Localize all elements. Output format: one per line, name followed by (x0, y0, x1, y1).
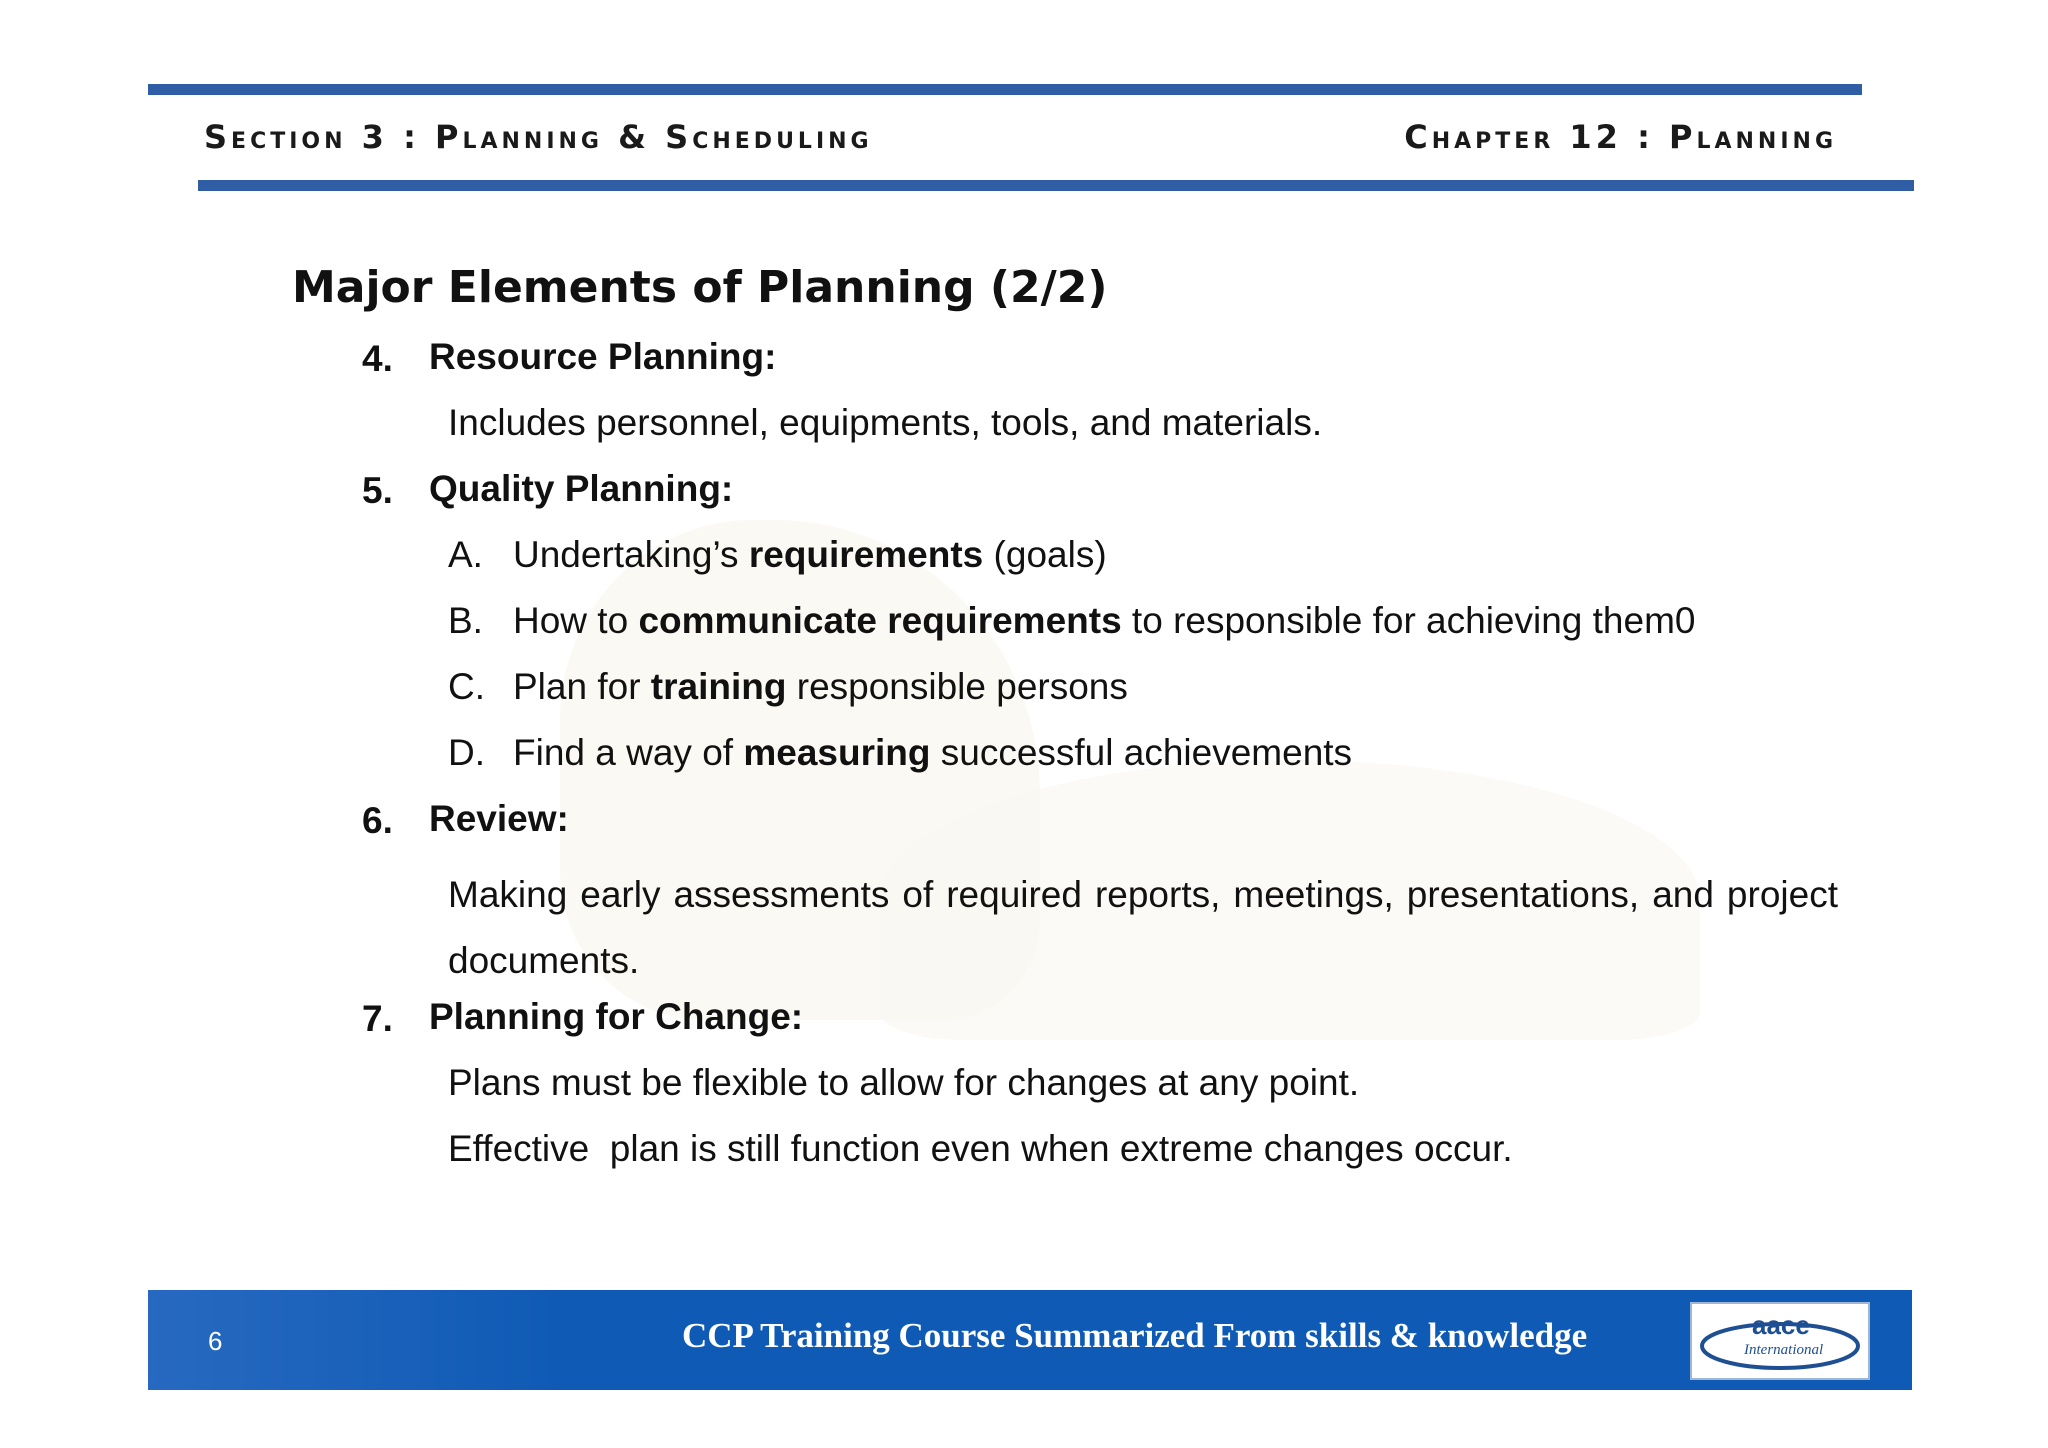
footer-caption: CCP Training Course Summarized From skills & knowledge (682, 1316, 1588, 1355)
item-heading: Resource Planning: (429, 336, 777, 377)
sub-item-post: to responsible for achieving them0 (1121, 600, 1696, 641)
header-rule-bottom (198, 180, 1914, 191)
item-heading: Quality Planning: (429, 468, 734, 509)
section-header: Section 3 : Planning & Scheduling (204, 118, 873, 156)
sub-item-bold: requirements (748, 534, 984, 575)
logo-subtitle: International (1744, 1342, 1824, 1358)
sub-item-letter: D. (448, 732, 485, 773)
sub-item-letter: A. (448, 534, 483, 575)
item-body: Includes personnel, equipments, tools, and materials. (448, 402, 1323, 443)
header-rule-top (148, 84, 1862, 95)
sub-item-text (513, 602, 1695, 639)
sub-item-pre: Plan for (513, 666, 651, 707)
sub-item-bold: communicate requirements (638, 600, 1122, 641)
sub-item-post: responsible persons (786, 666, 1128, 707)
item-heading: Review: (429, 798, 569, 839)
sub-item-post: successful achievements (930, 732, 1353, 773)
item-heading: Planning for Change: (429, 996, 804, 1037)
sub-item-bold: training (650, 666, 787, 707)
aace-logo (1690, 1302, 1870, 1380)
item-number: 7. (362, 998, 393, 1039)
sub-item-text (513, 536, 1107, 573)
item-number: 4. (362, 338, 393, 379)
sub-item-post: (goals) (983, 534, 1107, 575)
sub-item-letter: B. (448, 600, 483, 641)
page-number: 6 (208, 1326, 223, 1356)
item-number: 6. (362, 800, 393, 841)
aace-logo-graphic (1692, 1304, 1868, 1378)
sub-item-pre: How to (513, 600, 639, 641)
sub-item-bold: measuring (743, 732, 931, 773)
sub-item-pre: Undertaking’s (513, 534, 749, 575)
sub-item-pre: Find a way of (513, 732, 744, 773)
chapter-header: Chapter 12 : Planning (1404, 118, 1837, 156)
item-body: Plans must be flexible to allow for changes at any point. (448, 1062, 1360, 1103)
sub-item-letter: C. (448, 666, 485, 707)
slide-title: Major Elements of Planning (2/2) (292, 262, 1108, 313)
sub-item-text (513, 668, 1128, 705)
item-body: Effective plan is still function even when extreme changes occur. (448, 1128, 1513, 1169)
item-number: 5. (362, 470, 393, 511)
logo-wordmark: aace (1752, 1310, 1810, 1340)
sub-item-text (513, 734, 1352, 771)
item-body-paragraph: Making early assessments of required reports, meetings, presentations, and project documents. (448, 874, 1838, 981)
